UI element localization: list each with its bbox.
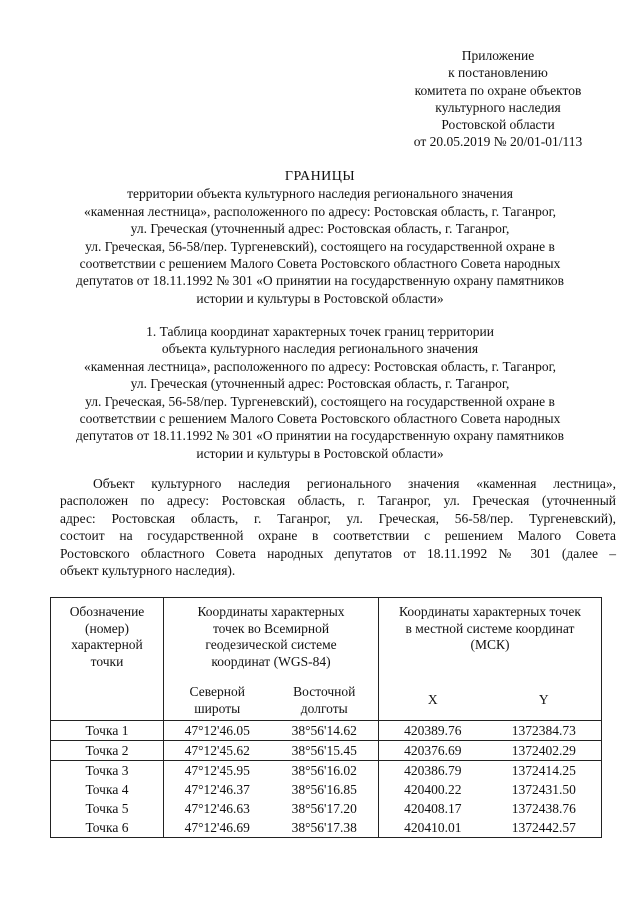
table-title bbox=[40, 323, 600, 462]
title-line: «каменная лестница», расположенного по адресу: Ростовская область, г. Таганрог, bbox=[84, 203, 556, 219]
appendix-line: Ростовской области bbox=[441, 117, 555, 133]
table-title-line: истории и культуры в Ростовской области» bbox=[196, 445, 444, 461]
header-point-designation: Обозначение (номер) характерной точки bbox=[51, 598, 164, 677]
cell-y: 1372402.29 bbox=[511, 743, 576, 758]
subheader-x: X bbox=[427, 692, 438, 707]
title-line: истории и культуры в Ростовской области» bbox=[196, 290, 444, 306]
paragraph-line: адрес: Ростовская область, г. Таганрог, ул. Греческая, 56-58/пер. Тургеневский), bbox=[60, 510, 616, 526]
table-title-line: ул. Греческая, 56-58/пер. Тургеневский), состоящего на государственной охране в bbox=[85, 393, 555, 409]
title-line: ул. Греческая (уточненный адрес: Ростовская область, г. Таганрог, bbox=[130, 221, 510, 237]
cell-east: 38°56'17.20 bbox=[271, 799, 379, 818]
cell-point: Точка 6 bbox=[51, 818, 164, 838]
table-row bbox=[51, 741, 602, 761]
title-line: депутатов от 18.11.1992 № 301 «О принятии на государственную охрану памятников bbox=[76, 273, 564, 289]
description-paragraph bbox=[60, 475, 616, 579]
cell-east: 38°56'16.02 bbox=[271, 761, 379, 781]
appendix-line: Приложение bbox=[461, 48, 535, 63]
cell-east: 38°56'15.45 bbox=[271, 741, 379, 761]
cell-y: 1372431.50 bbox=[511, 782, 576, 797]
table-title-line: ул. Греческая (уточненный адрес: Ростовская область, г. Таганрог, bbox=[130, 376, 510, 392]
cell-x: 420389.76 bbox=[404, 723, 462, 738]
cell-x: 420400.22 bbox=[404, 782, 462, 797]
cell-point: Точка 4 bbox=[51, 780, 164, 799]
title-line: территории объекта культурного наследия регионального значения bbox=[127, 186, 513, 202]
cell-east: 38°56'16.85 bbox=[271, 780, 379, 799]
paragraph-line: объект культурного наследия). bbox=[60, 563, 236, 579]
cell-y: 1372384.73 bbox=[511, 723, 576, 738]
appendix-line: культурного наследия bbox=[435, 99, 561, 115]
header-msk-coordinates: Координаты характерных точек в местной системе координат (МСК) bbox=[399, 604, 581, 652]
table-row bbox=[51, 818, 602, 838]
cell-point: Точка 5 bbox=[51, 799, 164, 818]
appendix-line: комитета по охране объектов bbox=[414, 82, 582, 98]
cell-north: 47°12'45.95 bbox=[184, 763, 250, 778]
document-title bbox=[40, 168, 600, 307]
table-subheader-row bbox=[51, 676, 602, 721]
table-row bbox=[51, 721, 602, 741]
cell-east: 38°56'17.38 bbox=[271, 818, 379, 838]
cell-north: 47°12'46.37 bbox=[184, 782, 250, 797]
table-row bbox=[51, 761, 602, 781]
coordinates-table bbox=[50, 597, 602, 838]
cell-north: 47°12'46.69 bbox=[184, 820, 250, 835]
title-line: соответствии с решением Малого Совета Ростовского областного Совета народных bbox=[79, 256, 561, 272]
cell-y: 1372442.57 bbox=[511, 820, 576, 835]
table-row bbox=[51, 799, 602, 818]
cell-point: Точка 3 bbox=[51, 761, 164, 781]
table-title-line: «каменная лестница», расположенного по адресу: Ростовская область, г. Таганрог, bbox=[84, 358, 556, 374]
header-wgs84-coordinates: Координаты характерных точек во Всемирной геодезической системе координат (WGS-84) bbox=[164, 598, 379, 677]
table-header-row bbox=[51, 598, 602, 677]
title-line: ул. Греческая, 56-58/пер. Тургеневский), состоящего на государственной охране в bbox=[85, 238, 555, 254]
subheader-y: Y bbox=[538, 692, 549, 707]
cell-north: 47°12'45.62 bbox=[184, 743, 250, 758]
paragraph-line: Объект культурного наследия регионального значения «каменная лестница», bbox=[93, 476, 616, 491]
cell-east: 38°56'14.62 bbox=[271, 721, 379, 741]
cell-north: 47°12'46.05 bbox=[184, 723, 250, 738]
cell-x: 420408.17 bbox=[404, 801, 462, 816]
table-title-line: 1. Таблица координат характерных точек границ территории bbox=[146, 324, 494, 339]
table-title-line: объекта культурного наследия регионального значения bbox=[161, 341, 479, 357]
appendix-block bbox=[383, 47, 613, 151]
cell-x: 420376.69 bbox=[404, 743, 462, 758]
table-title-line: депутатов от 18.11.1992 № 301 «О принятии на государственную охрану памятников bbox=[76, 428, 564, 444]
cell-point: Точка 1 bbox=[51, 721, 164, 741]
cell-x: 420386.79 bbox=[404, 763, 462, 778]
appendix-line: к постановлению bbox=[448, 65, 548, 81]
title-heading: ГРАНИЦЫ bbox=[284, 169, 356, 184]
cell-point: Точка 2 bbox=[51, 741, 164, 761]
paragraph-line: расположен по адресу: Ростовская область, г. Таганрог, ул. Греческая (уточненный bbox=[60, 493, 616, 509]
cell-x: 420410.01 bbox=[404, 820, 462, 835]
paragraph-line: состоит на государственной охране в соответствии с решением Малого Совета bbox=[60, 528, 616, 544]
table-title-line: соответствии с решением Малого Совета Ростовского областного Совета народных bbox=[79, 411, 561, 427]
cell-north: 47°12'46.63 bbox=[184, 801, 250, 816]
table-row bbox=[51, 780, 602, 799]
cell-y: 1372414.25 bbox=[511, 763, 576, 778]
subheader-empty bbox=[51, 676, 164, 721]
subheader-north-latitude: Северной широты bbox=[189, 684, 245, 716]
cell-y: 1372438.76 bbox=[511, 801, 576, 816]
subheader-east-longitude: Восточной долготы bbox=[271, 676, 379, 721]
appendix-line: от 20.05.2019 № 20/01-01/113 bbox=[413, 134, 583, 150]
paragraph-line: Ростовского областного Совета народных депутатов от 18.11.1992 № 301 (далее – bbox=[60, 545, 616, 561]
